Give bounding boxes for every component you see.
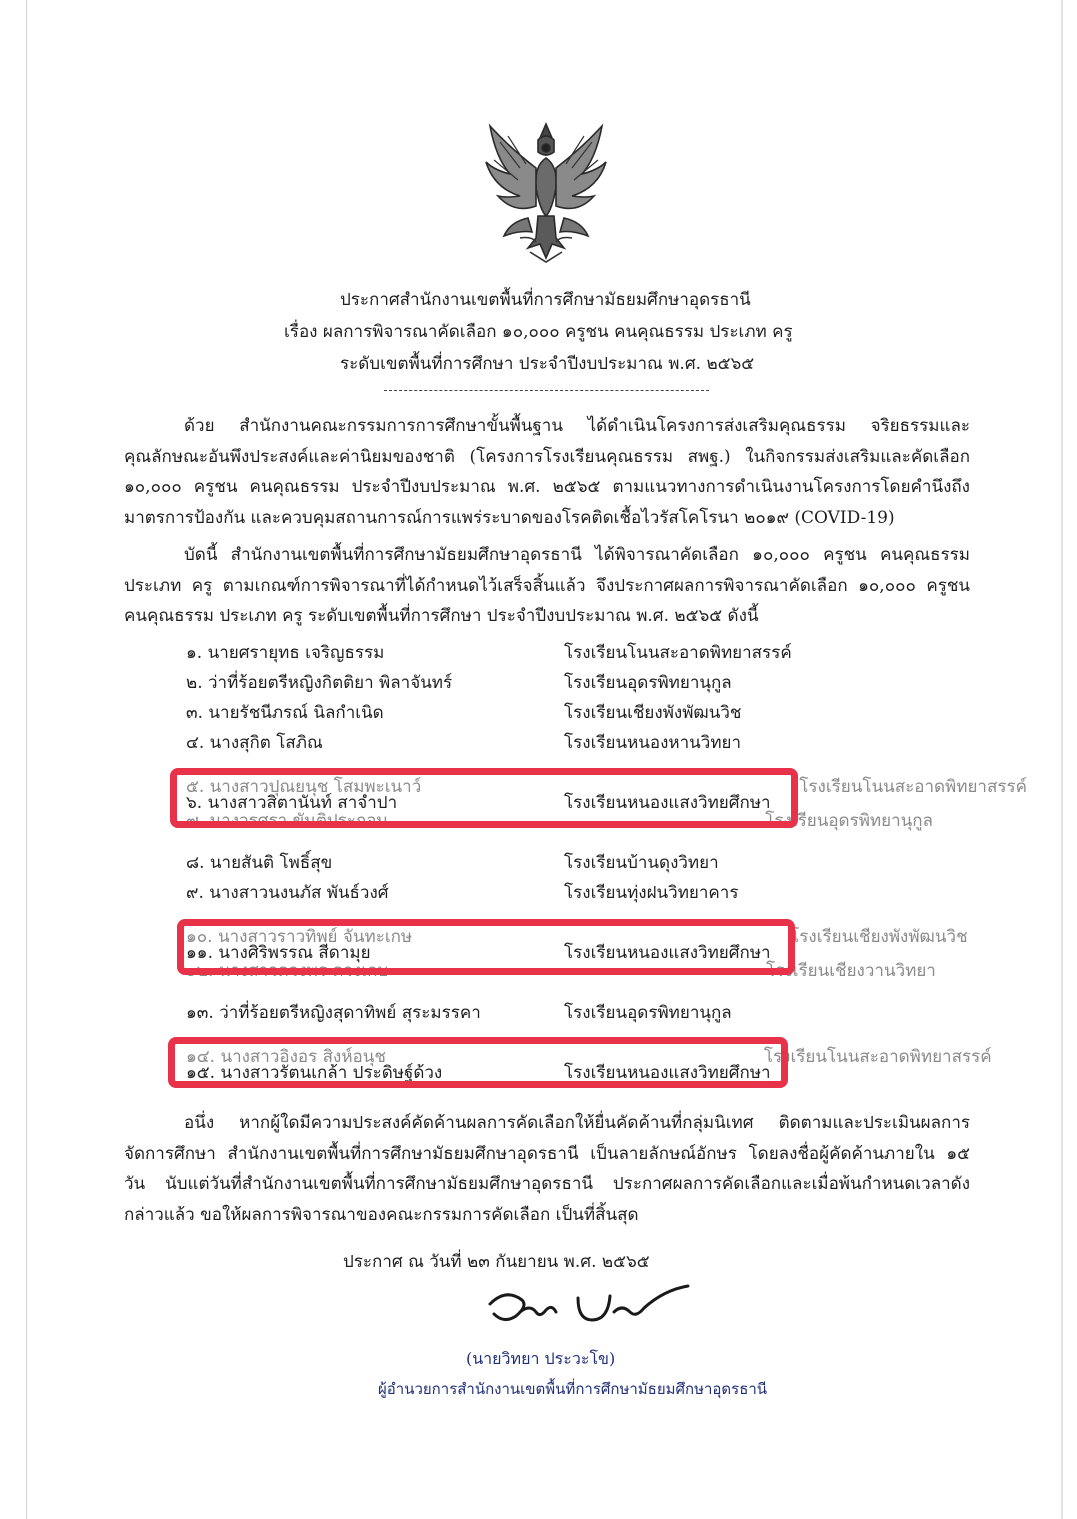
highlight-box xyxy=(168,1037,788,1088)
awardee-school: โรงเรียนอุดรพิทยานุกูล xyxy=(564,1003,732,1023)
paragraph-result-text: บัดนี้ สำนักงานเขตพื้นที่การศึกษามัธยมศึกษาอุดรธานี ได้พิจารณาคัดเลือก ๑๐,๐๐๐ ครูชน คนคุณธรรม ประเภท ครู ตามเกณฑ์การพิจารณาที่ได้กำหนดไว้เสร็จสิ้นแล้ว จึงประกาศผลการพิจารณาคัดเลือก ๑๐,๐๐๐ ครูชน คนคุณธรรม ประเภท ครู ระดับเขตพื้นที่การศึกษา ประจำปีงบประมาณ พ.ศ. ๒๕๖๕ ดังนี้ xyxy=(124,545,970,626)
awardee-school: โรงเรียนโนนสะอาดพิทยาสรรค์ xyxy=(564,643,792,663)
announcement-title: ประกาศสำนักงานเขตพื้นที่การศึกษามัธยมศึกษาอุดรธานี xyxy=(340,290,751,310)
paragraph-intro-text: ด้วย สำนักงานคณะกรรมการการศึกษาขั้นพื้นฐาน ได้ดำเนินโครงการส่งเสริมคุณธรรม จริยธรรมและคุณลักษณะอันพึงประสงค์และค่านิยมของชาติ (โครงการโรงเรียนคุณธรรม สพฐ.) ในกิจกรรมส่งเสริมและคัดเลือก ๑๐,๐๐๐ ครูชน คนคุณธรรม ประจำปีงบประมาณ พ.ศ. ๒๕๖๕ ตามแนวทางการดำเนินงานโครงการโดยคำนึงถึงมาตรการป้องกัน และควบคุมสถานการณ์การแพร่ระบาดของโรคติดเชื้อไวรัสโคโรนา ๒๐๑๙ (COVID-19) xyxy=(124,416,970,528)
awardee-school: โรงเรียนหนองแสงวิทยศึกษา xyxy=(564,793,771,813)
list-item xyxy=(186,998,806,1028)
awardee-name: ๖. นางสาวสิตานันท์ สาจำปา xyxy=(186,793,398,813)
awardee-school: โรงเรียนหนองแสงวิทยศึกษา xyxy=(564,1063,771,1083)
awardee-list xyxy=(186,638,1027,1088)
awardee-name: ๑๔. นางสาวอิงอร สิงห์อนุช xyxy=(186,1047,386,1067)
highlight-box xyxy=(177,919,795,975)
awardee-school: โรงเรียนโนนสะอาดพิทยาสรรค์ xyxy=(763,1047,992,1067)
awardee-name: ๕. นางสาวปุณยนุช โสมพะเนาว์ xyxy=(186,777,422,797)
awardee-school: โรงเรียนบ้านดุงวิทยา xyxy=(564,853,719,873)
awardee-school: โรงเรียนอุดรพิทยานุกูล xyxy=(765,811,933,831)
paragraph-result xyxy=(124,540,970,632)
announcement-subject: เรื่อง ผลการพิจารณาคัดเลือก ๑๐,๐๐๐ ครูชน คนคุณธรรม ประเภท ครู xyxy=(284,322,793,342)
awardee-name: ๑. นายศรายุทธ เจริญธรรม xyxy=(186,643,385,663)
awardee-school: โรงเรียนโนนสะอาดพิทยาสรรค์ xyxy=(799,777,1027,797)
signer-position: ผู้อำนวยการสำนักงานเขตพื้นที่การศึกษามัธยมศึกษาอุดรธานี xyxy=(378,1380,768,1398)
highlight-box xyxy=(170,768,798,828)
awardee-name: ๑๓. ว่าที่ร้อยตรีหญิงสุดาทิพย์ สุระมรรคา xyxy=(186,1003,481,1023)
paragraph-intro xyxy=(124,411,970,533)
awardee-school: โรงเรียนหนองแสงวิทยศึกษา xyxy=(564,943,771,963)
dashed-divider xyxy=(384,390,709,391)
handwritten-signature xyxy=(486,1282,692,1334)
issue-date: ประกาศ ณ วันที่ ๒๓ กันยายน พ.ศ. ๒๕๖๕ xyxy=(343,1252,650,1272)
awardee-school: โรงเรียนหนองหานวิทยา xyxy=(564,733,742,753)
list-item xyxy=(186,638,806,668)
awardee-name: ๑๑. นางศิริพรรณ สีดามุย xyxy=(186,943,371,963)
list-item xyxy=(186,698,806,728)
awardee-name: ๔. นางสุกิต โสภิณ xyxy=(186,733,323,753)
awardee-school: โรงเรียนเชียงพังพัฒนวิช xyxy=(564,703,742,723)
paragraph-objection-text: อนึ่ง หากผู้ใดมีความประสงค์คัดค้านผลการคัดเลือกให้ยื่นคัดค้านที่กลุ่มนิเทศ ติดตามและประเมินผลการจัดการศึกษา สำนักงานเขตพื้นที่การศึกษามัธยมศึกษาอุดรธานี เป็นลายลักษณ์อักษร โดยลงชื่อผู้คัดค้านภายใน ๑๕ วัน นับแต่วันที่สำนักงานเขตพื้นที่การศึกษามัธยมศึกษาอุดรธานี ประกาศผลการคัดเลือกและเมื่อพ้นกำหนดเวลาดังกล่าวแล้ว ขอให้ผลการพิจารณาของคณะกรรมการคัดเลือก เป็นที่สิ้นสุด xyxy=(124,1113,970,1225)
list-item xyxy=(186,668,806,698)
list-item xyxy=(186,848,806,878)
scan-edge xyxy=(1061,0,1063,1519)
awardee-name: ๑๒. นางสาวดวงพร ดวงเกบ xyxy=(186,961,389,981)
list-item xyxy=(186,878,806,908)
scan-edge xyxy=(26,0,27,1519)
awardee-school: โรงเรียนทุ่งฝนวิทยาคาร xyxy=(564,883,739,903)
announcement-level: ระดับเขตพื้นที่การศึกษา ประจำปีงบประมาณ พ.ศ. ๒๕๖๕ xyxy=(340,354,755,374)
awardee-school: โรงเรียนเชียงพังพัฒนวิช xyxy=(790,927,968,947)
awardee-name: ๑๐. นางสาวราวทิพย์ จันทะเกษ xyxy=(186,927,413,947)
awardee-name: ๘. นายสันติ โพธิ์สุข xyxy=(186,853,333,873)
garuda-emblem xyxy=(480,118,612,264)
awardee-name: ๓. นายรัชนีภรณ์ นิลกำเนิด xyxy=(186,703,384,723)
awardee-school: โรงเรียนเชียงวานวิทยา xyxy=(766,961,936,981)
list-item xyxy=(186,728,806,758)
awardee-name: ๑๕. นางสาวรัตนเกล้า ประดิษฐ์ด้วง xyxy=(186,1063,443,1083)
signer-name: (นายวิทยา ประวะโข) xyxy=(466,1349,616,1368)
paragraph-objection xyxy=(124,1108,970,1230)
awardee-name: ๒. ว่าที่ร้อยตรีหญิงกิตติยา พิลาจันทร์ xyxy=(186,673,453,693)
awardee-school: โรงเรียนอุดรพิทยานุกูล xyxy=(564,673,732,693)
awardee-name: ๗. นางวรศรา ขันติประกอบ xyxy=(186,811,388,831)
awardee-name: ๙. นางสาวนงนภัส พันธ์วงศ์ xyxy=(186,883,389,903)
